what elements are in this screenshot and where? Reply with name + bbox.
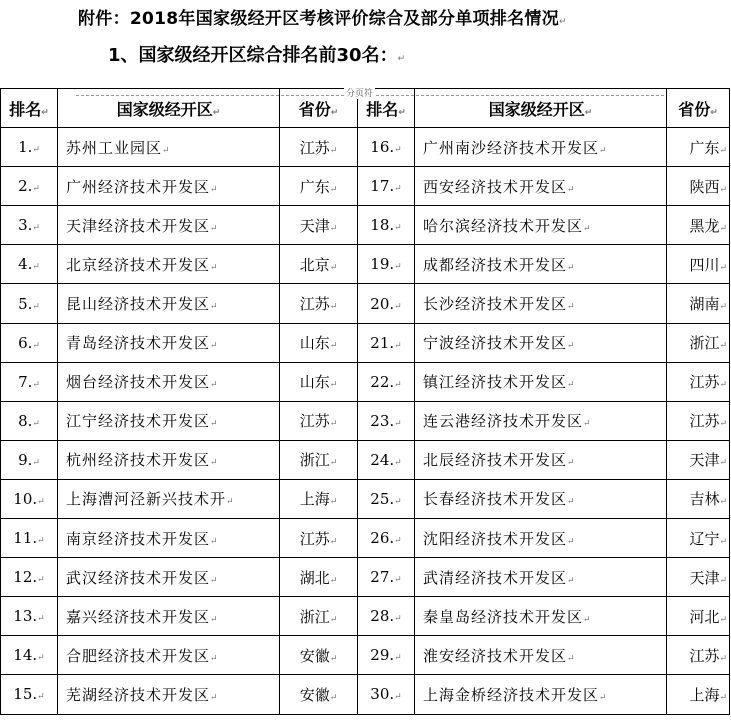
rank-cell-text: 6.: [18, 333, 33, 352]
paragraph-mark-icon: ↵: [583, 223, 592, 234]
paragraph-mark-icon: ↵: [394, 496, 402, 507]
province-cell: [280, 675, 358, 714]
paragraph-mark-icon: ↵: [329, 536, 338, 547]
zone-cell: [58, 636, 280, 675]
table-row: [1, 440, 730, 479]
province-cell: [667, 401, 730, 440]
zone-cell: [415, 479, 667, 518]
province-cell: [280, 519, 358, 558]
paragraph-mark-icon: ↵: [567, 341, 576, 352]
paragraph-mark-icon: ↵: [394, 379, 402, 390]
zone-cell: [58, 284, 280, 323]
table-row: [1, 401, 730, 440]
zone-cell: [415, 519, 667, 558]
province-cell-text: 上海: [299, 490, 330, 509]
rank-cell-text: 7.: [18, 372, 33, 391]
paragraph-mark-icon: ↵: [210, 458, 219, 469]
table-row: [1, 675, 730, 714]
header-zone-right: 国家级经开区↵: [415, 89, 667, 128]
paragraph-mark-icon: ↵: [567, 302, 576, 313]
province-cell: [280, 284, 358, 323]
paragraph-mark-icon: ↵: [719, 380, 727, 391]
paragraph-mark-icon: ↵: [32, 223, 40, 234]
paragraph-mark-icon: ↵: [719, 262, 727, 273]
rank-cell-text: 10.: [13, 489, 38, 508]
paragraph-mark-icon: ↵: [210, 262, 219, 273]
province-cell: [280, 558, 358, 597]
paragraph-mark-icon: ↵: [394, 262, 402, 273]
paragraph-mark-icon: ↵: [567, 536, 576, 547]
zone-cell: [415, 128, 667, 167]
rank-cell-text: 2.: [18, 177, 33, 196]
paragraph-mark-icon: ↵: [32, 340, 40, 351]
paragraph-mark-icon: ↵: [394, 653, 402, 664]
rank-cell-text: 23.: [370, 411, 395, 430]
rank-cell-text: 29.: [370, 646, 395, 665]
table-row: [1, 479, 730, 518]
zone-cell-text: 镇江经济技术开发区: [423, 373, 568, 392]
rank-cell-text: 30.: [370, 685, 395, 704]
paragraph-mark-icon: ↵: [32, 301, 40, 312]
paragraph-mark-icon: ↵: [210, 575, 219, 586]
paragraph-mark-icon: ↵: [719, 341, 727, 352]
zone-cell-text: 长沙经济技术开发区: [423, 295, 568, 314]
province-cell: [667, 597, 730, 636]
province-cell-text: 辽宁: [689, 529, 720, 548]
rank-cell: [358, 636, 415, 675]
province-cell-text: 广东: [689, 138, 720, 157]
province-cell-text: 山东: [299, 334, 330, 353]
zone-cell: [415, 284, 667, 323]
zone-cell-text: 广州经济技术开发区: [66, 177, 211, 196]
paragraph-mark-icon: ↵: [719, 184, 727, 195]
table-row: [1, 128, 730, 167]
paragraph-mark-icon: ↵: [32, 262, 40, 273]
zone-cell-text: 嘉兴经济技术开发区: [66, 607, 211, 626]
rank-cell-text: 20.: [370, 294, 395, 313]
paragraph-mark-icon: ↵: [329, 653, 338, 664]
province-cell: [667, 479, 730, 518]
zone-cell: [58, 167, 280, 206]
rank-cell: [1, 558, 58, 597]
zone-cell: [58, 362, 280, 401]
paragraph-mark-icon: ↵: [394, 301, 402, 312]
paragraph-mark-icon: ↵: [37, 575, 45, 586]
rank-cell-text: 19.: [370, 255, 395, 274]
province-cell-text: 江苏: [689, 646, 720, 665]
table-row: [1, 519, 730, 558]
paragraph-mark-icon: ↵: [329, 223, 338, 234]
table-row: [1, 206, 730, 245]
province-cell: [280, 323, 358, 362]
paragraph-mark-icon: ↵: [583, 419, 592, 430]
paragraph-mark-icon: ↵: [567, 653, 576, 664]
rank-cell: [1, 362, 58, 401]
province-cell: [280, 206, 358, 245]
paragraph-mark-icon: ↵: [719, 692, 727, 703]
paragraph-mark-icon: ↵: [210, 536, 219, 547]
table-row: [1, 245, 730, 284]
paragraph-mark-icon: ↵: [329, 262, 338, 273]
rank-cell: [1, 323, 58, 362]
province-cell: [280, 597, 358, 636]
paragraph-mark-icon: ↵: [394, 145, 402, 156]
paragraph-mark-icon: ↵: [210, 614, 219, 625]
rank-cell: [1, 440, 58, 479]
province-cell-text: 江苏: [299, 295, 330, 314]
attachment-title: [78, 4, 567, 29]
paragraph-mark-icon: ↵: [567, 262, 576, 273]
paragraph-mark-icon: ↵: [210, 653, 219, 664]
zone-cell-text: 杭州经济技术开发区: [66, 451, 211, 470]
paragraph-mark-icon: ↵: [394, 692, 402, 703]
table-row: [1, 167, 730, 206]
paragraph-mark-icon: ↵: [32, 145, 40, 156]
rank-cell: [1, 206, 58, 245]
zone-cell: [415, 558, 667, 597]
ranking-table: [0, 88, 730, 715]
paragraph-mark-icon: ↵: [599, 145, 608, 156]
rank-cell: [358, 362, 415, 401]
section-title-text: 1、国家级经开区综合排名前30名：: [108, 45, 398, 66]
attachment-title-text: 附件：2018年国家级经开区考核评价综合及部分单项排名情况: [78, 9, 560, 29]
zone-cell-text: 长春经济技术开发区: [423, 490, 568, 509]
paragraph-mark-icon: ↵: [226, 497, 235, 508]
rank-cell-text: 18.: [370, 216, 395, 235]
province-cell-text: 河北: [689, 607, 720, 626]
paragraph-mark-icon: ↵: [329, 614, 338, 625]
rank-cell: [1, 636, 58, 675]
paragraph-mark-icon: ↵: [37, 536, 45, 547]
table-row: [1, 636, 730, 675]
paragraph-mark-icon: ↵: [329, 575, 338, 586]
rank-cell-text: 13.: [13, 607, 38, 626]
rank-cell-text: 17.: [370, 177, 395, 196]
rank-cell: [1, 245, 58, 284]
province-cell-text: 天津: [689, 568, 720, 587]
rank-cell-text: 27.: [370, 568, 395, 587]
province-cell: [667, 284, 730, 323]
rank-cell: [358, 284, 415, 323]
zone-cell: [58, 323, 280, 362]
paragraph-mark-icon: ↵: [210, 419, 219, 430]
paragraph-mark-icon: ↵: [394, 575, 402, 586]
paragraph-mark-icon: ↵: [210, 223, 219, 234]
paragraph-mark-icon: ↵: [394, 418, 402, 429]
paragraph-mark-icon: ↵: [599, 692, 608, 703]
zone-cell: [58, 440, 280, 479]
rank-cell: [358, 675, 415, 714]
province-cell-text: 浙江: [299, 607, 330, 626]
province-cell-text: 浙江: [689, 334, 720, 353]
rank-cell-text: 5.: [18, 294, 33, 313]
province-cell-text: 江苏: [299, 138, 330, 157]
zone-cell-text: 武汉经济技术开发区: [66, 568, 211, 587]
province-cell: [667, 128, 730, 167]
zone-cell: [58, 479, 280, 518]
paragraph-mark-icon: ↵: [329, 380, 338, 391]
province-cell: [280, 401, 358, 440]
paragraph-mark-icon: ↵: [329, 458, 338, 469]
header-rank-left: 排名↵: [1, 89, 58, 128]
rank-cell: [358, 167, 415, 206]
paragraph-mark-icon: ↵: [394, 614, 402, 625]
province-cell: [667, 167, 730, 206]
rank-cell-text: 15.: [13, 685, 38, 704]
paragraph-mark-icon: ↵: [719, 223, 727, 234]
zone-cell-text: 上海漕河泾新兴技术开: [66, 490, 227, 509]
rank-cell: [1, 597, 58, 636]
province-cell: [667, 519, 730, 558]
zone-cell-text: 上海金桥经济技术开发区: [423, 685, 600, 704]
rank-cell-text: 25.: [370, 489, 395, 508]
paragraph-mark-icon: ↵: [210, 692, 219, 703]
rank-cell: [358, 440, 415, 479]
header-province-right: 省份↵: [667, 89, 730, 128]
province-cell-text: 江苏: [299, 412, 330, 431]
rank-cell-text: 21.: [370, 333, 395, 352]
rank-cell-text: 28.: [370, 607, 395, 626]
zone-cell-text: 淮安经济技术开发区: [423, 646, 568, 665]
zone-cell-text: 哈尔滨经济技术开发区: [423, 216, 584, 235]
rank-cell: [358, 323, 415, 362]
rank-cell: [358, 401, 415, 440]
zone-cell: [415, 245, 667, 284]
zone-cell-text: 青岛经济技术开发区: [66, 334, 211, 353]
zone-cell-text: 江宁经济技术开发区: [66, 412, 211, 431]
province-cell: [667, 675, 730, 714]
province-cell: [667, 245, 730, 284]
rank-cell-text: 8.: [18, 411, 33, 430]
paragraph-mark-icon: ↵: [559, 17, 567, 27]
paragraph-mark-icon: ↵: [32, 184, 40, 195]
province-cell-text: 黑龙: [689, 216, 720, 235]
zone-cell: [415, 401, 667, 440]
zone-cell: [58, 128, 280, 167]
rank-cell: [1, 519, 58, 558]
zone-cell: [58, 675, 280, 714]
paragraph-mark-icon: ↵: [32, 457, 40, 468]
zone-cell: [415, 636, 667, 675]
paragraph-mark-icon: ↵: [719, 302, 727, 313]
province-cell: [280, 245, 358, 284]
province-cell: [667, 558, 730, 597]
rank-cell-text: 11.: [13, 529, 38, 548]
rank-cell: [1, 284, 58, 323]
zone-cell: [58, 401, 280, 440]
table-row: [1, 362, 730, 401]
rank-cell-text: 9.: [18, 450, 33, 469]
section-title: [108, 41, 405, 67]
rank-cell-text: 12.: [13, 568, 38, 587]
header-zone-left: 国家级经开区↵: [58, 89, 280, 128]
zone-cell: [58, 245, 280, 284]
zone-cell: [415, 206, 667, 245]
zone-cell: [58, 206, 280, 245]
zone-cell-text: 北京经济技术开发区: [66, 255, 211, 274]
paragraph-mark-icon: ↵: [583, 614, 592, 625]
province-cell: [667, 323, 730, 362]
rank-cell: [1, 479, 58, 518]
table-row: [1, 597, 730, 636]
paragraph-mark-icon: ↵: [32, 379, 40, 390]
province-cell: [280, 636, 358, 675]
province-cell-text: 吉林: [689, 490, 720, 509]
rank-cell: [358, 206, 415, 245]
paragraph-mark-icon: ↵: [32, 418, 40, 429]
zone-cell-text: 成都经济技术开发区: [423, 255, 568, 274]
paragraph-mark-icon: ↵: [719, 458, 727, 469]
rank-cell-text: 22.: [370, 372, 395, 391]
table-row: [1, 558, 730, 597]
paragraph-mark-icon: ↵: [719, 575, 727, 586]
province-cell: [667, 440, 730, 479]
paragraph-mark-icon: ↵: [719, 614, 727, 625]
paragraph-mark-icon: ↵: [210, 380, 219, 391]
rank-cell: [358, 597, 415, 636]
province-cell: [280, 167, 358, 206]
province-cell-text: 江苏: [689, 373, 720, 392]
paragraph-mark-icon: ↵: [567, 380, 576, 391]
paragraph-mark-icon: ↵: [397, 54, 406, 64]
paragraph-mark-icon: ↵: [567, 575, 576, 586]
province-cell-text: 湖北: [299, 568, 330, 587]
paragraph-mark-icon: ↵: [329, 302, 338, 313]
paragraph-mark-icon: ↵: [329, 497, 338, 508]
zone-cell-text: 天津经济技术开发区: [66, 216, 211, 235]
paragraph-mark-icon: ↵: [567, 497, 576, 508]
province-cell-text: 陕西: [689, 177, 720, 196]
zone-cell-text: 沈阳经济技术开发区: [423, 529, 568, 548]
province-cell-text: 浙江: [299, 451, 330, 470]
rank-cell-text: 24.: [370, 450, 395, 469]
header-province-left: 省份↵: [280, 89, 358, 128]
zone-cell-text: 广州南沙经济技术开发区: [423, 138, 600, 157]
paragraph-mark-icon: ↵: [210, 184, 219, 195]
province-cell-text: 安徽: [299, 646, 330, 665]
zone-cell: [58, 597, 280, 636]
rank-cell: [1, 401, 58, 440]
page-break-label: 分页符: [344, 86, 375, 99]
province-cell: [667, 362, 730, 401]
zone-cell-text: 苏州工业园区: [66, 138, 163, 157]
rank-cell-text: 4.: [18, 255, 33, 274]
zone-cell-text: 秦皇岛经济技术开发区: [423, 607, 584, 626]
zone-cell-text: 芜湖经济技术开发区: [66, 685, 211, 704]
paragraph-mark-icon: ↵: [210, 341, 219, 352]
province-cell-text: 江苏: [689, 412, 720, 431]
paragraph-mark-icon: ↵: [329, 692, 338, 703]
zone-cell-text: 连云港经济技术开发区: [423, 412, 584, 431]
zone-cell: [58, 519, 280, 558]
paragraph-mark-icon: ↵: [210, 302, 219, 313]
paragraph-mark-icon: ↵: [394, 184, 402, 195]
header-rank-right: 排名↵: [358, 89, 415, 128]
province-cell-text: 安徽: [299, 685, 330, 704]
province-cell-text: 四川: [689, 255, 720, 274]
paragraph-mark-icon: ↵: [394, 536, 402, 547]
paragraph-mark-icon: ↵: [567, 458, 576, 469]
paragraph-mark-icon: ↵: [567, 184, 576, 195]
rank-cell: [358, 245, 415, 284]
zone-cell-text: 南京经济技术开发区: [66, 529, 211, 548]
zone-cell-text: 烟台经济技术开发区: [66, 373, 211, 392]
paragraph-mark-icon: ↵: [719, 419, 727, 430]
paragraph-mark-icon: ↵: [394, 340, 402, 351]
paragraph-mark-icon: ↵: [719, 145, 727, 156]
zone-cell-text: 武清经济技术开发区: [423, 568, 568, 587]
paragraph-mark-icon: ↵: [329, 341, 338, 352]
table-row: [1, 323, 730, 362]
paragraph-mark-icon: ↵: [719, 653, 727, 664]
zone-cell-text: 宁波经济技术开发区: [423, 334, 568, 353]
province-cell-text: 上海: [689, 685, 720, 704]
rank-cell: [1, 675, 58, 714]
rank-cell-text: 3.: [18, 216, 33, 235]
paragraph-mark-icon: ↵: [37, 496, 45, 507]
paragraph-mark-icon: ↵: [719, 536, 727, 547]
zone-cell: [415, 675, 667, 714]
zone-cell-text: 西安经济技术开发区: [423, 177, 568, 196]
province-cell: [280, 479, 358, 518]
zone-cell: [415, 323, 667, 362]
zone-cell-text: 合肥经济技术开发区: [66, 646, 211, 665]
zone-cell: [58, 558, 280, 597]
rank-cell: [358, 479, 415, 518]
rank-cell-text: 1.: [18, 138, 33, 157]
zone-cell-text: 北辰经济技术开发区: [423, 451, 568, 470]
province-cell: [280, 128, 358, 167]
zone-cell: [415, 362, 667, 401]
rank-cell: [358, 128, 415, 167]
province-cell: [667, 206, 730, 245]
province-cell-text: 天津: [689, 451, 720, 470]
province-cell-text: 广东: [299, 177, 330, 196]
paragraph-mark-icon: ↵: [37, 692, 45, 703]
paragraph-mark-icon: ↵: [394, 457, 402, 468]
province-cell-text: 湖南: [689, 295, 720, 314]
rank-cell: [1, 167, 58, 206]
paragraph-mark-icon: ↵: [37, 653, 45, 664]
paragraph-mark-icon: ↵: [329, 184, 338, 195]
zone-cell-text: 昆山经济技术开发区: [66, 295, 211, 314]
rank-cell: [1, 128, 58, 167]
rank-cell-text: 26.: [370, 529, 395, 548]
province-cell-text: 江苏: [299, 529, 330, 548]
paragraph-mark-icon: ↵: [162, 145, 171, 156]
zone-cell: [415, 167, 667, 206]
paragraph-mark-icon: ↵: [719, 497, 727, 508]
province-cell: [280, 362, 358, 401]
rank-cell: [358, 519, 415, 558]
paragraph-mark-icon: ↵: [37, 614, 45, 625]
table-row: [1, 284, 730, 323]
zone-cell: [415, 440, 667, 479]
rank-cell-text: 16.: [370, 138, 395, 157]
paragraph-mark-icon: ↵: [329, 419, 338, 430]
province-cell-text: 天津: [299, 216, 330, 235]
paragraph-mark-icon: ↵: [394, 223, 402, 234]
zone-cell: [415, 597, 667, 636]
rank-cell-text: 14.: [13, 646, 38, 665]
province-cell: [280, 440, 358, 479]
province-cell-text: 山东: [299, 373, 330, 392]
province-cell: [667, 636, 730, 675]
province-cell-text: 北京: [299, 255, 330, 274]
rank-cell: [358, 558, 415, 597]
paragraph-mark-icon: ↵: [329, 145, 338, 156]
